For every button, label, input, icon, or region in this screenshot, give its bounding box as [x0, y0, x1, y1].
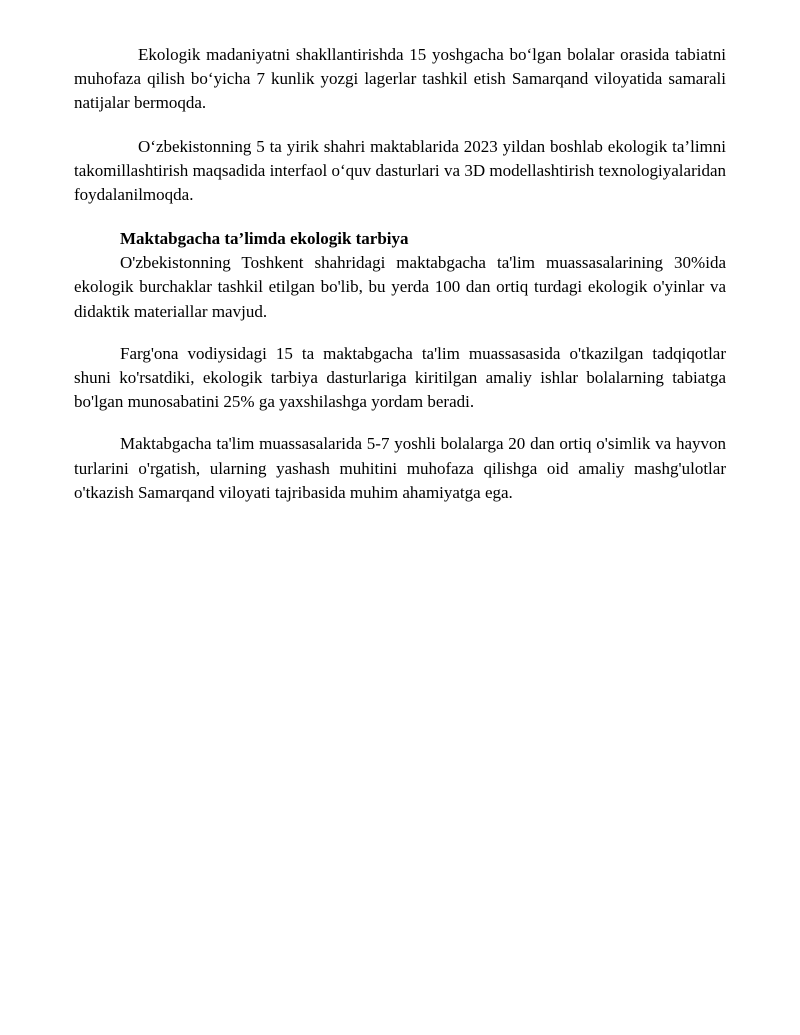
paragraph-fergana-research: Farg'ona vodiysidagi 15 ta maktabgacha ta'lim muassasasida o'tkazilgan tadqiqotlar shuni ko'rsatdiki, ekologik tarbiya dasturlariga kiritilgan amaliy ishlar bolalarning tabiatga bo'lgan munosabatini 25% ga yaxshilashga yordam beradi. — [74, 343, 726, 412]
paragraph-school-programs: O‘zbekistonning 5 ta yirik shahri maktablarida 2023 yildan boshlab ekologik ta’limni takomillashtirish maqsadida interfaol o‘quv dasturlari va 3D modellashtirish texnologiyalaridan foydalanilmoqda. — [74, 136, 726, 205]
paragraph-samarkand-practice: Maktabgacha ta'lim muassasalarida 5-7 yoshli bolalarga 20 dan ortiq o'simlik va hayvon turlarini o'rgatish, ularning yashash muhitini muhofaza qilishga oid amaliy mashg'ulotlar o'tkazish Samarqand viloyati tajribasida muhim ahamiyatga ega. — [74, 434, 726, 502]
paragraph-summer-camps: Ekologik madaniyatni shakllantirishda 15 yoshgacha bo‘lgan bolalar orasida tabiatni muhofaza qilish bo‘yicha 7 kunlik yozgi lagerlar tashkil etish Samarqand viloyatida samarali natijalar bermoqda. — [74, 45, 726, 113]
paragraph-tashkent-preschools: O'zbekistonning Toshkent shahridagi maktabgacha ta'lim muassasalarining 30%ida ekologik burchaklar tashkil etilgan bo'lib, bu yerda 100 dan ortiq turdagi ekologik o'yinlar va didaktik materiallar mavjud. — [74, 253, 726, 321]
document-body — [74, 43, 726, 505]
section-heading: Maktabgacha ta’limda ekologik tarbiya — [120, 229, 409, 249]
